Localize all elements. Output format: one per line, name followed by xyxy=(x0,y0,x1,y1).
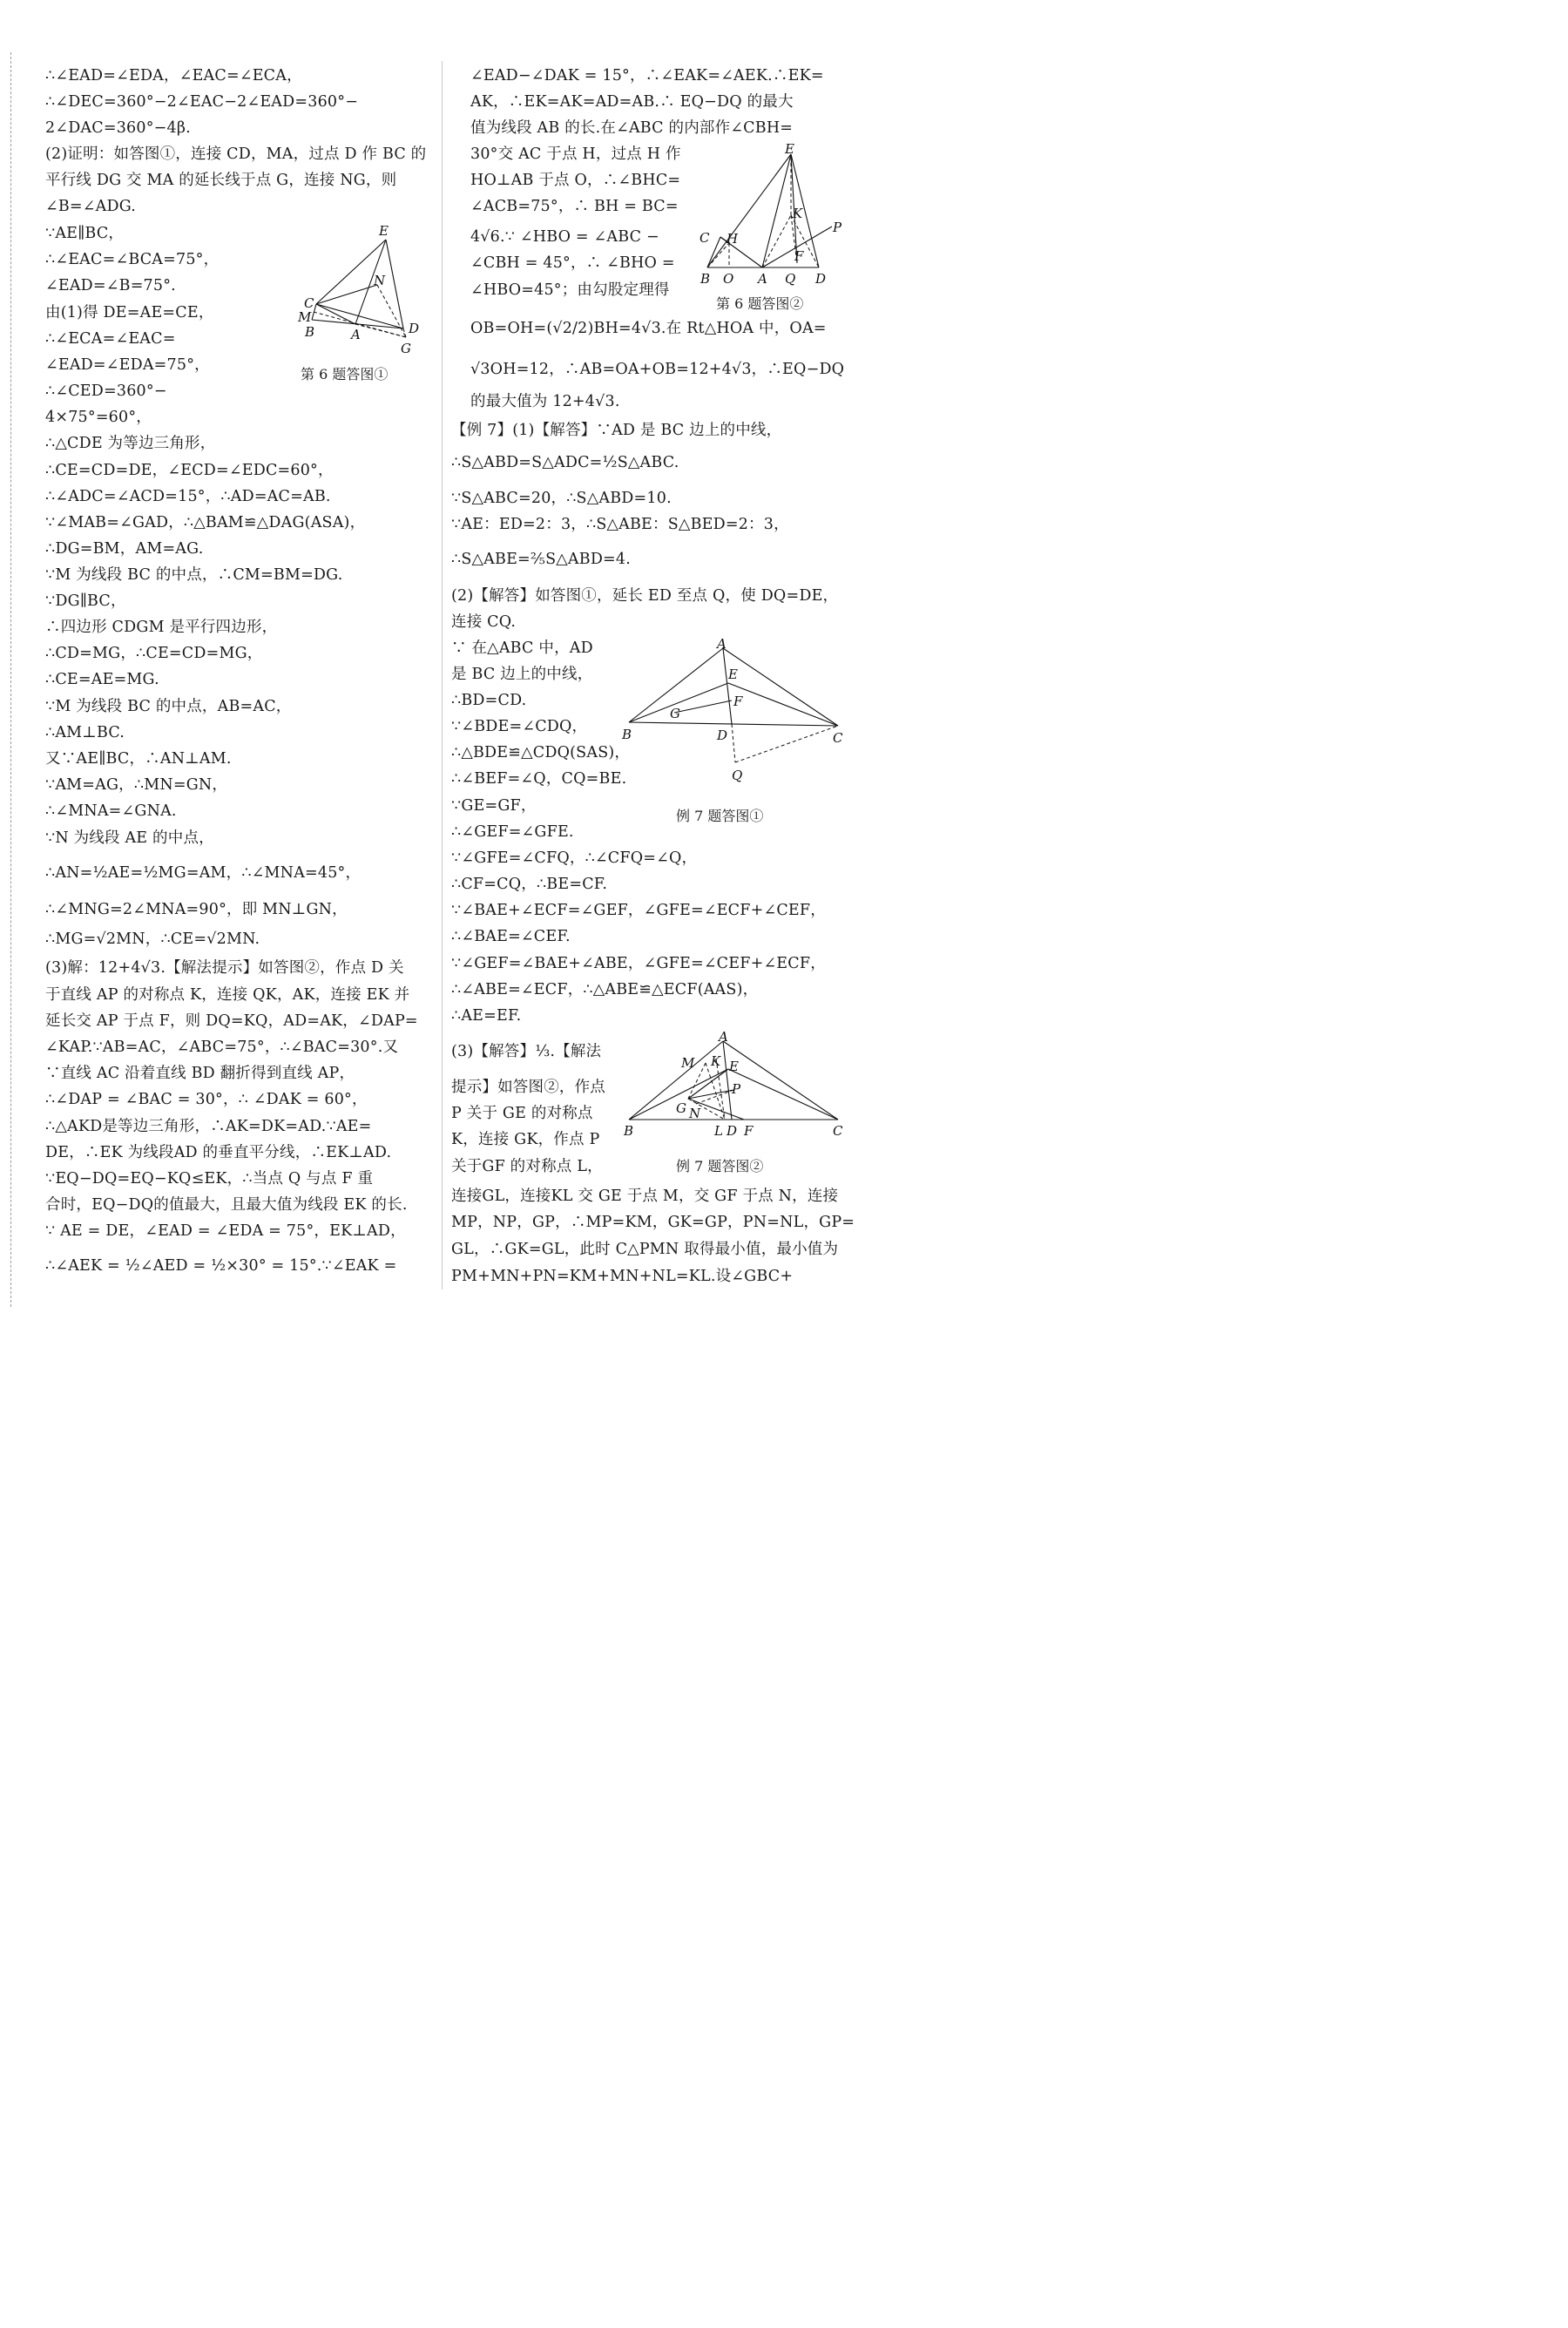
point-label: G xyxy=(676,1100,686,1116)
point-label: F xyxy=(744,1123,754,1139)
text-line: ∴∠MNA=∠GNA. xyxy=(45,802,177,820)
text-line: ∵∠GEF=∠BAE+∠ABE，∠GFE=∠CEF+∠ECF， xyxy=(451,955,826,972)
binding-cut-line xyxy=(10,52,11,1307)
point-label: D xyxy=(717,728,728,743)
text-line: ∵N 为线段 AE 的中点， xyxy=(45,829,214,847)
point-label: A xyxy=(758,271,767,287)
text-line: 值为线段 AB 的长.在∠ABC 的内部作∠CBH= xyxy=(470,119,794,137)
text-line: ∠HBO=45°；由勾股定理得 xyxy=(470,281,670,299)
figure-caption: 第 6 题答图① xyxy=(301,366,389,382)
text-line: ∴∠ECA=∠EAC= xyxy=(45,330,176,348)
text-line: ∴四边形 CDGM 是平行四边形， xyxy=(45,619,278,636)
text-line: ∴AM⊥BC. xyxy=(45,724,125,741)
text-line: ∵EQ−DQ=EQ−KQ≤EK，∴当点 Q 与点 F 重 xyxy=(45,1170,374,1188)
text-line: 又∵AE∥BC，∴AN⊥AM. xyxy=(45,750,232,768)
text-line: 平行线 DG 交 MA 的延长线于点 G，连接 NG，则 xyxy=(45,172,397,189)
text-line: ∵DG∥BC， xyxy=(45,592,126,610)
text-line: 4×75°=60°， xyxy=(45,409,152,426)
point-label: F xyxy=(794,248,804,264)
text-line: 由(1)得 DE=AE=CE， xyxy=(45,304,214,321)
text-line: ∠EAD=∠B=75°. xyxy=(45,277,176,294)
point-label: E xyxy=(785,141,794,157)
text-line: ∵AE∥BC， xyxy=(45,225,125,242)
text-line: ∵直线 AC 沿着直线 BD 翻折得到直线 AP， xyxy=(45,1065,355,1082)
point-label: D xyxy=(815,271,827,287)
text-line: (3)【解答】⅓.【解法 xyxy=(451,1043,602,1060)
point-label: E xyxy=(729,1059,739,1074)
text-line: 延长交 AP 于点 F，则 DQ=KQ，AD=AK，∠DAP= xyxy=(45,1012,418,1030)
point-label: B xyxy=(305,324,315,340)
text-line: ∵ 在△ABC 中，AD xyxy=(451,640,593,657)
point-label: A xyxy=(351,327,361,342)
text-line: ∴MG=√2MN，∴CE=√2MN. xyxy=(45,931,260,948)
text-line: ∵GE=GF， xyxy=(451,797,537,815)
text-line: ∴△BDE≌△CDQ(SAS)， xyxy=(451,744,631,761)
text-line: 关于GF 的对称点 L， xyxy=(451,1158,603,1175)
point-label: D xyxy=(409,321,420,336)
point-label: Q xyxy=(732,768,743,783)
point-label: B xyxy=(700,271,711,287)
point-label: C xyxy=(700,230,710,246)
text-line: 连接 CQ. xyxy=(451,613,517,631)
point-label: B xyxy=(624,1123,634,1139)
text-line: 合时，EQ−DQ的值最大，且最大值为线段 EK 的长. xyxy=(45,1196,408,1214)
text-line: ∴∠ABE=∠ECF，∴△ABE≌△ECF(AAS)， xyxy=(451,981,759,998)
point-label: C xyxy=(833,730,843,746)
point-label: P xyxy=(732,1081,741,1097)
text-line: ∵AE：ED=2：3，∴S△ABE：S△BED=2：3， xyxy=(451,516,789,533)
text-line: ∴∠MNG=2∠MNA=90°，即 MN⊥GN， xyxy=(45,901,348,918)
text-line: MP，NP，GP，∴MP=KM，GK=GP，PN=NL，GP= xyxy=(451,1214,855,1231)
text-line: (2)【解答】如答图①，延长 ED 至点 Q，使 DQ=DE， xyxy=(451,587,839,605)
text-line: DE，∴EK 为线段AD 的垂直平分线，∴EK⊥AD. xyxy=(45,1144,392,1161)
point-label: L xyxy=(714,1123,723,1139)
text-line: GL，∴GK=GL，此时 C△PMN 取得最小值，最小值为 xyxy=(451,1241,839,1258)
text-line: ∴∠DAP = ∠BAC = 30°，∴ ∠DAK = 60°， xyxy=(45,1091,368,1108)
figure-6-2 xyxy=(697,141,854,291)
text-line: ∴∠EAD=∠EDA，∠EAC=∠ECA， xyxy=(45,67,302,85)
text-line: ∴∠DEC=360°−2∠EAC−2∠EAD=360°− xyxy=(45,93,359,111)
point-label: M xyxy=(681,1055,695,1071)
figure-7-2 xyxy=(620,1029,855,1144)
text-line: ∠KAP.∵AB=AC，∠ABC=75°，∴∠BAC=30°.又 xyxy=(45,1039,399,1056)
text-line: ∵∠MAB=∠GAD，∴△BAM≌△DAG(ASA)， xyxy=(45,514,366,531)
point-label: P xyxy=(833,220,842,235)
text-line: ∴∠AEK = ½∠AED = ½×30° = 15°.∵∠EAK = xyxy=(45,1257,397,1275)
text-line: 【例 7】(1)【解答】∵AD 是 BC 边上的中线， xyxy=(451,422,782,439)
point-label: C xyxy=(304,295,314,311)
point-label: G xyxy=(670,706,680,721)
figure-caption: 第 6 题答图② xyxy=(716,295,804,312)
text-line: 是 BC 边上的中线， xyxy=(451,666,593,683)
text-line: ∠ACB=75°，∴ BH = BC= xyxy=(470,198,679,215)
point-label: G xyxy=(401,341,411,356)
text-line: (2)证明：如答图①，连接 CD，MA，过点 D 作 BC 的 xyxy=(45,146,427,163)
point-label: K xyxy=(711,1053,721,1069)
text-line: ∴△AKD是等边三角形，∴AK=DK=AD.∵AE= xyxy=(45,1118,372,1135)
text-line: P 关于 GE 的对称点 xyxy=(451,1105,593,1122)
text-line: ∴∠ADC=∠ACD=15°，∴AD=AC=AB. xyxy=(45,488,331,505)
text-line: ∠CBH = 45°，∴ ∠BHO = xyxy=(470,254,675,272)
text-line: ∴DG=BM，AM=AG. xyxy=(45,540,204,558)
text-line: K，连接 GK，作点 P xyxy=(451,1131,600,1148)
text-line: ∴∠BAE=∠CEF. xyxy=(451,928,571,945)
text-line: ∴△CDE 为等边三角形， xyxy=(45,435,216,452)
point-label: D xyxy=(727,1123,738,1139)
figure-caption: 例 7 题答图① xyxy=(676,808,764,824)
text-line: 连接GL，连接KL 交 GE 于点 M，交 GF 于点 N，连接 xyxy=(451,1188,839,1205)
text-line: ∠B=∠ADG. xyxy=(45,198,137,215)
point-label: O xyxy=(723,271,734,287)
text-line: OB=OH=(√2/2)BH=4√3.在 Rt△HOA 中，OA= xyxy=(470,320,827,337)
text-line: ∵ AE = DE，∠EAD = ∠EDA = 75°，EK⊥AD， xyxy=(45,1222,406,1240)
text-line: ∴∠CED=360°− xyxy=(45,382,167,400)
point-label: C xyxy=(833,1123,843,1139)
text-line: ∴CE=CD=DE，∠ECD=∠EDC=60°， xyxy=(45,462,334,479)
point-label: E xyxy=(379,223,389,239)
text-line: 30°交 AC 于点 H，过点 H 作 xyxy=(470,146,681,163)
point-label: K xyxy=(793,206,803,221)
point-label: B xyxy=(622,727,632,742)
text-line: ∴S△ABE=⅖S△ABD=4. xyxy=(451,551,632,568)
point-label: F xyxy=(733,694,743,709)
figure-caption: 例 7 题答图② xyxy=(676,1158,764,1174)
point-label: Q xyxy=(785,271,796,287)
text-line: ∴∠BEF=∠Q，CQ=BE. xyxy=(451,770,627,788)
text-line: 4√6.∵ ∠HBO = ∠ABC − xyxy=(470,228,659,246)
figure-7-1 xyxy=(620,638,855,788)
point-label: E xyxy=(728,667,738,682)
point-label: A xyxy=(717,636,727,652)
text-line: ∴∠GEF=∠GFE. xyxy=(451,823,574,841)
point-label: H xyxy=(727,231,739,247)
text-line: ∴CD=MG，∴CE=CD=MG， xyxy=(45,645,263,662)
point-label: A xyxy=(719,1029,728,1045)
text-line: 的最大值为 12+4√3. xyxy=(470,393,620,410)
text-line: √3OH=12，∴AB=OA+OB=12+4√3，∴EQ−DQ xyxy=(470,361,845,378)
text-line: ∴AE=EF. xyxy=(451,1007,522,1025)
text-line: ∴∠EAC=∠BCA=75°， xyxy=(45,251,220,268)
figure-6-1 xyxy=(287,222,436,362)
point-label: N xyxy=(689,1106,701,1121)
text-line: ∵S△ABC=20，∴S△ABD=10. xyxy=(451,490,672,507)
text-line: HO⊥AB 于点 O，∴∠BHC= xyxy=(470,172,681,189)
text-line: ∠EAD=∠EDA=75°， xyxy=(45,356,210,374)
text-line: ∵∠BAE+∠ECF=∠GEF，∠GFE=∠ECF+∠CEF， xyxy=(451,902,826,919)
text-line: 2∠DAC=360°−4β. xyxy=(45,119,191,137)
column-divider xyxy=(442,61,443,1289)
text-line: 提示】如答图②，作点 xyxy=(451,1079,605,1096)
text-line: ∵AM=AG，∴MN=GN， xyxy=(45,776,228,794)
text-line: ∴S△ABD=S△ADC=½S△ABC. xyxy=(451,454,679,471)
text-line: ∴CF=CQ，∴BE=CF. xyxy=(451,876,608,893)
text-line: ∵M 为线段 BC 的中点，AB=AC， xyxy=(45,698,292,715)
text-line: ∴AN=½AE=½MG=AM，∴∠MNA=45°， xyxy=(45,864,362,882)
text-line: ∠EAD−∠DAK = 15°，∴∠EAK=∠AEK.∴EK= xyxy=(470,67,824,85)
point-label: N xyxy=(374,273,386,288)
text-line: AK，∴EK=AK=AD=AB.∴ EQ−DQ 的最大 xyxy=(470,93,794,111)
point-label: M xyxy=(298,309,312,325)
text-line: ∵∠BDE=∠CDQ， xyxy=(451,718,588,735)
text-line: ∴CE=AE=MG. xyxy=(45,671,159,688)
text-line: ∴BD=CD. xyxy=(451,692,527,709)
text-line: (3)解：12+4√3.【解法提示】如答图②，作点 D 关 xyxy=(45,959,404,977)
text-line: 于直线 AP 的对称点 K，连接 QK，AK，连接 EK 并 xyxy=(45,986,410,1004)
text-line: ∵∠GFE=∠CFQ，∴∠CFQ=∠Q， xyxy=(451,849,698,867)
text-line: PM+MN+PN=KM+MN+NL=KL.设∠GBC+ xyxy=(451,1268,794,1285)
text-line: ∵M 为线段 BC 的中点，∴CM=BM=DG. xyxy=(45,566,343,584)
page xyxy=(0,0,916,1367)
